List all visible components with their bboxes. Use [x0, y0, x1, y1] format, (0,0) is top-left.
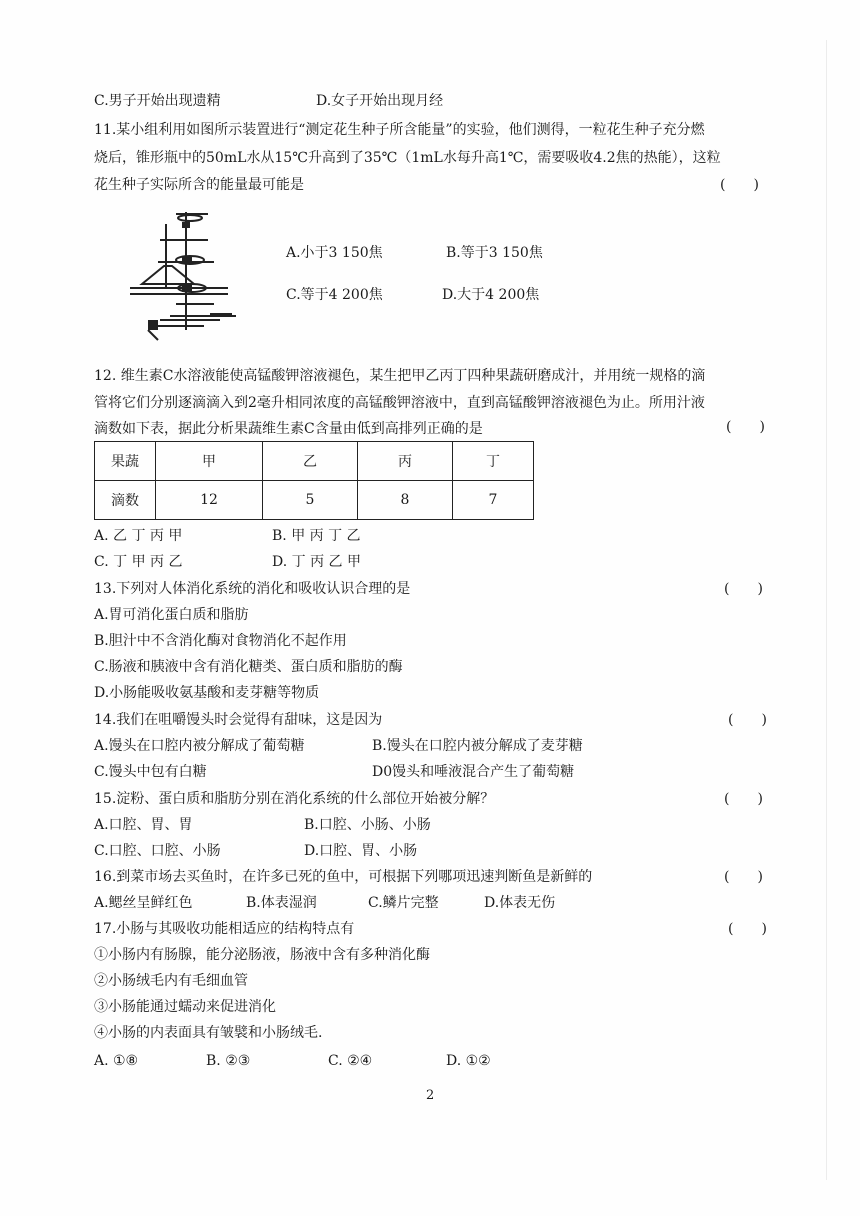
- table-cell: 12: [156, 481, 263, 520]
- q12-answer-bracket: ( ): [726, 419, 765, 435]
- q17-statement-3: ③小肠能通过蠕动来促进消化: [94, 999, 276, 1015]
- table-header-cell: 丙: [358, 442, 453, 481]
- q12-stem-line2: 管将它们分别逐滴滴入到2毫升相同浓度的高锰酸钾溶液中，直到高锰酸钾溶液褪色为止。所用汁液: [94, 395, 705, 411]
- q11-option-b: B.等于3 150焦: [446, 245, 543, 261]
- q13-stem: 13.下列对人体消化系统的消化和吸收认识合理的是: [94, 581, 411, 597]
- table-row: [95, 442, 534, 481]
- table-cell: 滴数: [95, 481, 156, 520]
- table-header-cell: 乙: [263, 442, 358, 481]
- q15-stem: 15.淀粉、蛋白质和脂肪分别在消化系统的什么部位开始被分解？: [94, 791, 495, 807]
- q15-answer-bracket: ( ): [724, 791, 763, 807]
- q14-option-b: B.馒头在口腔内被分解成了麦芽糖: [372, 738, 583, 754]
- q16-option-c: C.鳞片完整: [368, 895, 439, 911]
- q11-option-d: D.大于4 200焦: [442, 287, 540, 303]
- q17-answer-bracket: ( ): [728, 921, 767, 937]
- table-header-cell: 丁: [453, 442, 534, 481]
- q17-option-d: D. ①②: [446, 1053, 491, 1069]
- q17-stem: 17.小肠与其吸收功能相适应的结构特点有: [94, 921, 355, 937]
- q16-answer-bracket: ( ): [724, 869, 763, 885]
- q17-option-c: C. ②④: [328, 1053, 373, 1069]
- q12-option-a: A. 乙 丁 丙 甲: [94, 528, 183, 544]
- q10-option-c: C.男子开始出现遗精: [94, 93, 221, 109]
- q15-option-d: D.口腔、胃、小肠: [304, 843, 418, 859]
- table-cell: 8: [358, 481, 453, 520]
- q17-statement-1: ①小肠内有肠腺，能分泌肠液，肠液中含有多种消化酶: [94, 947, 430, 963]
- scan-edge-line: [826, 40, 827, 1180]
- table-cell: 7: [453, 481, 534, 520]
- q14-option-d: D0馒头和唾液混合产生了葡萄糖: [372, 764, 575, 780]
- q15-option-a: A.口腔、胃、胃: [94, 817, 193, 833]
- calorimeter-apparatus-figure: [124, 204, 244, 342]
- q12-stem-line3: 滴数如下表，据此分析果蔬维生素C含量由低到高排列正确的是: [94, 421, 483, 437]
- table-row: [95, 481, 534, 520]
- q11-option-c: C.等于4 200焦: [286, 287, 383, 303]
- q17-statement-4: ④小肠的内表面具有皱襞和小肠绒毛.: [94, 1025, 323, 1041]
- juice-drops-table: [94, 441, 534, 520]
- table-header-cell: 甲: [156, 442, 263, 481]
- q13-option-c: C.肠液和胰液中含有消化糖类、蛋白质和脂肪的酶: [94, 659, 403, 675]
- q15-option-c: C.口腔、口腔、小肠: [94, 843, 221, 859]
- q16-option-a: A.鳃丝呈鲜红色: [94, 895, 193, 911]
- q14-option-c: C.馒头中包有白糖: [94, 764, 207, 780]
- q12-option-c: C. 丁 甲 丙 乙: [94, 554, 183, 570]
- q13-option-a: A.胃可消化蛋白质和脂肪: [94, 607, 249, 623]
- q14-option-a: A.馒头在口腔内被分解成了葡萄糖: [94, 738, 305, 754]
- q15-option-b: B.口腔、小肠、小肠: [304, 817, 431, 833]
- page-number: 2: [426, 1088, 435, 1103]
- q12-stem-line1: 12. 维生素C水溶液能使高锰酸钾溶液褪色，某生把甲乙丙丁四种果蔬研磨成汁，并用统一规格的滴: [94, 368, 706, 384]
- q11-answer-bracket: ( ): [720, 177, 759, 193]
- table-header-cell: 果蔬: [95, 442, 156, 481]
- q17-option-b: B. ②③: [206, 1053, 251, 1069]
- q10-option-d: D.女子开始出现月经: [316, 93, 444, 109]
- q11-stem-line1: 11.某小组利用如图所示装置进行“测定花生种子所含能量”的实验，他们测得，一粒花生种子充分燃: [94, 122, 705, 138]
- q14-stem: 14.我们在咀嚼馒头时会觉得有甜味，这是因为: [94, 712, 383, 728]
- q12-option-b: B. 甲 丙 丁 乙: [272, 528, 361, 544]
- table-cell: 5: [263, 481, 358, 520]
- q17-statement-2: ②小肠绒毛内有毛细血管: [94, 973, 248, 989]
- q13-option-d: D.小肠能吸收氨基酸和麦芽糖等物质: [94, 685, 320, 701]
- q11-option-a: A.小于3 150焦: [286, 245, 383, 261]
- q17-option-a: A. ①⑧: [94, 1053, 139, 1069]
- q13-option-b: B.胆汁中不含消化酶对食物消化不起作用: [94, 633, 347, 649]
- q16-option-d: D.体表无伤: [484, 895, 556, 911]
- q11-stem-line3: 花生种子实际所含的能量最可能是: [94, 177, 304, 193]
- q13-answer-bracket: ( ): [724, 581, 763, 597]
- q16-option-b: B.体表湿润: [246, 895, 317, 911]
- q11-stem-line2: 烧后，锥形瓶中的50mL水从15℃升高到了35℃（1mL水每升高1℃，需要吸收4.2焦的热能），这粒: [94, 150, 721, 166]
- q12-option-d: D. 丁 丙 乙 甲: [272, 554, 361, 570]
- q14-answer-bracket: ( ): [728, 712, 767, 728]
- q16-stem: 16.到菜市场去买鱼时，在许多已死的鱼中，可根据下列哪项迅速判断鱼是新鲜的: [94, 869, 593, 885]
